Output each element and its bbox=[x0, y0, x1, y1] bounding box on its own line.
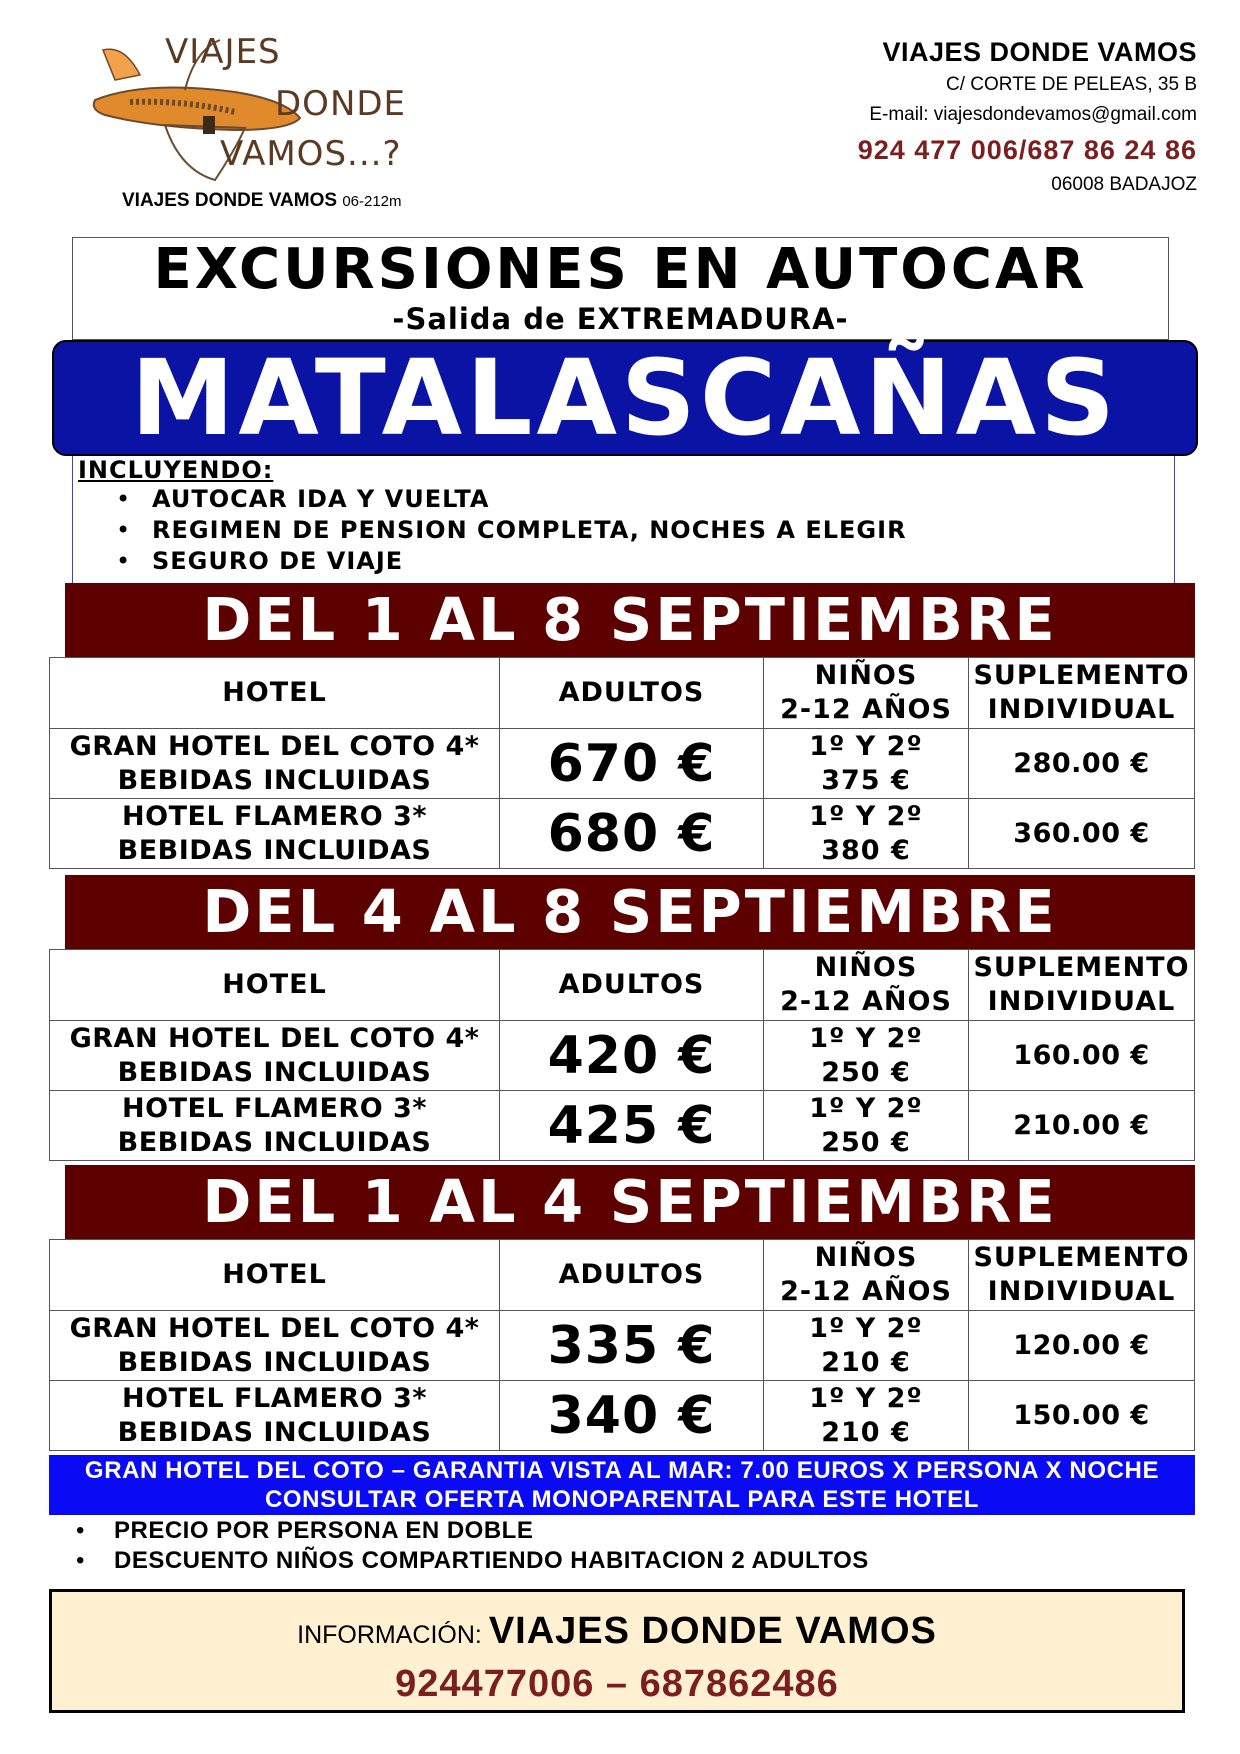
table-header-row bbox=[50, 658, 1195, 729]
logo-word-1: VIAJES bbox=[165, 32, 281, 72]
hotel-note: BEBIDAS INCLUIDAS bbox=[117, 764, 432, 796]
page-subtitle: -Salida de EXTREMADURA- bbox=[392, 302, 849, 336]
table-row bbox=[50, 1381, 1195, 1451]
kids-header-line1: NIÑOS bbox=[814, 1242, 918, 1273]
supplement-price: 120.00 € bbox=[969, 1311, 1195, 1381]
kids-price: 210 € bbox=[821, 1416, 911, 1448]
page-title: EXCURSIONES EN AUTOCAR bbox=[153, 237, 1088, 302]
supp-header-line1: SUPLEMENTO bbox=[973, 660, 1190, 691]
hotel-note: BEBIDAS INCLUIDAS bbox=[117, 834, 432, 866]
notes-list bbox=[70, 1516, 869, 1576]
hotel-name: HOTEL FLAMERO 3* bbox=[122, 1382, 427, 1414]
info-box bbox=[49, 1589, 1185, 1713]
kids-cell bbox=[764, 729, 969, 799]
kids-cell bbox=[764, 1021, 969, 1091]
kids-cell bbox=[764, 1381, 969, 1451]
col-header-hotel: HOTEL bbox=[50, 950, 500, 1021]
supplement-price: 280.00 € bbox=[969, 729, 1195, 799]
hotel-cell bbox=[50, 1311, 500, 1381]
kids-label: 1º Y 2º bbox=[809, 730, 923, 762]
logo-word-3: VAMOS...? bbox=[220, 134, 402, 174]
adult-price: 680 € bbox=[500, 799, 764, 869]
table-header-row bbox=[50, 950, 1195, 1021]
kids-price: 250 € bbox=[821, 1056, 911, 1088]
notice-line-1: GRAN HOTEL DEL COTO – GARANTIA VISTA AL MAR: 7.00 EUROS X PERSONA X NOCHE bbox=[84, 1457, 1160, 1484]
kids-price: 375 € bbox=[821, 764, 911, 796]
hotel-name: GRAN HOTEL DEL COTO 4* bbox=[69, 730, 480, 762]
hotel-cell bbox=[50, 1381, 500, 1451]
kids-price: 250 € bbox=[821, 1126, 911, 1158]
table-row bbox=[50, 1021, 1195, 1091]
supp-header-line2: INDIVIDUAL bbox=[987, 986, 1176, 1017]
kids-label: 1º Y 2º bbox=[809, 1312, 923, 1344]
col-header-kids bbox=[764, 658, 969, 729]
kids-cell bbox=[764, 1091, 969, 1161]
supplement-price: 210.00 € bbox=[969, 1091, 1195, 1161]
col-header-supplement bbox=[969, 1240, 1195, 1311]
company-logo bbox=[85, 30, 465, 220]
contact-phones[interactable]: 924 477 006/687 86 24 86 bbox=[857, 135, 1197, 165]
kids-price: 380 € bbox=[821, 834, 911, 866]
hotel-cell bbox=[50, 1021, 500, 1091]
kids-header-line2: 2-12 AÑOS bbox=[780, 986, 952, 1017]
kids-label: 1º Y 2º bbox=[809, 800, 923, 832]
kids-header-line1: NIÑOS bbox=[814, 952, 918, 983]
hotel-name: GRAN HOTEL DEL COTO 4* bbox=[69, 1022, 480, 1054]
supp-header-line1: SUPLEMENTO bbox=[973, 1242, 1190, 1273]
notice-line-2: CONSULTAR OFERTA MONOPARENTAL PARA ESTE HOTEL bbox=[264, 1486, 980, 1513]
contact-address: C/ CORTE DE PELEAS, 35 B bbox=[946, 74, 1197, 95]
table-row bbox=[50, 1311, 1195, 1381]
table-row bbox=[50, 1091, 1195, 1161]
kids-label: 1º Y 2º bbox=[809, 1092, 923, 1124]
includes-section bbox=[72, 456, 1175, 583]
col-header-adults: ADULTOS bbox=[500, 950, 764, 1021]
contact-company: VIAJES DONDE VAMOS bbox=[882, 37, 1197, 67]
list-item: • PRECIO POR PERSONA EN DOBLE bbox=[70, 1516, 869, 1546]
period-band-3: DEL 1 AL 4 SEPTIEMBRE bbox=[65, 1165, 1195, 1239]
price-table-2 bbox=[49, 949, 1195, 1161]
kids-price: 210 € bbox=[821, 1346, 911, 1378]
logo-word-2: DONDE bbox=[275, 84, 407, 124]
hotel-cell bbox=[50, 799, 500, 869]
info-label: INFORMACIÓN: bbox=[297, 1621, 489, 1649]
supp-header-line2: INDIVIDUAL bbox=[987, 694, 1176, 725]
hotel-note: BEBIDAS INCLUIDAS bbox=[117, 1346, 432, 1378]
notice-banner bbox=[49, 1455, 1195, 1515]
adult-price: 335 € bbox=[500, 1311, 764, 1381]
list-item: • AUTOCAR IDA Y VUELTA bbox=[152, 484, 1174, 515]
kids-header-line2: 2-12 AÑOS bbox=[780, 1276, 952, 1307]
adult-price: 340 € bbox=[500, 1381, 764, 1451]
supp-header-line1: SUPLEMENTO bbox=[973, 952, 1190, 983]
supplement-price: 360.00 € bbox=[969, 799, 1195, 869]
kids-header-line1: NIÑOS bbox=[814, 660, 918, 691]
kids-cell bbox=[764, 1311, 969, 1381]
hotel-cell bbox=[50, 729, 500, 799]
info-phones[interactable]: 924477006 – 687862486 bbox=[395, 1663, 839, 1705]
hotel-cell bbox=[50, 1091, 500, 1161]
col-header-kids bbox=[764, 950, 969, 1021]
kids-label: 1º Y 2º bbox=[809, 1022, 923, 1054]
contact-city: 06008 BADAJOZ bbox=[1051, 174, 1197, 195]
hotel-name: HOTEL FLAMERO 3* bbox=[122, 1092, 427, 1124]
notes-section bbox=[70, 1516, 869, 1576]
adult-price: 425 € bbox=[500, 1091, 764, 1161]
kids-cell bbox=[764, 799, 969, 869]
hotel-note: BEBIDAS INCLUIDAS bbox=[117, 1056, 432, 1088]
title-box bbox=[72, 237, 1169, 340]
col-header-hotel: HOTEL bbox=[50, 1240, 500, 1311]
kids-header-line2: 2-12 AÑOS bbox=[780, 694, 952, 725]
logo-caption bbox=[122, 190, 402, 212]
contact-block bbox=[858, 34, 1197, 200]
table-row bbox=[50, 799, 1195, 869]
info-line bbox=[52, 1608, 1182, 1662]
col-header-kids bbox=[764, 1240, 969, 1311]
adult-price: 420 € bbox=[500, 1021, 764, 1091]
supp-header-line2: INDIVIDUAL bbox=[987, 1276, 1176, 1307]
col-header-hotel: HOTEL bbox=[50, 658, 500, 729]
supplement-price: 160.00 € bbox=[969, 1021, 1195, 1091]
price-table-3 bbox=[49, 1239, 1195, 1451]
col-header-supplement bbox=[969, 950, 1195, 1021]
col-header-adults: ADULTOS bbox=[500, 1240, 764, 1311]
includes-list bbox=[78, 484, 1174, 577]
table-row bbox=[50, 729, 1195, 799]
logo-caption-code: 06-212m bbox=[342, 193, 402, 210]
supplement-price: 150.00 € bbox=[969, 1381, 1195, 1451]
info-company: VIAJES DONDE VAMOS bbox=[488, 1610, 937, 1652]
period-band-1: DEL 1 AL 8 SEPTIEMBRE bbox=[65, 583, 1195, 657]
table-header-row bbox=[50, 1240, 1195, 1311]
list-item: • REGIMEN DE PENSION COMPLETA, NOCHES A ELEGIR bbox=[152, 515, 1174, 546]
hotel-name: HOTEL FLAMERO 3* bbox=[122, 800, 427, 832]
hotel-note: BEBIDAS INCLUIDAS bbox=[117, 1416, 432, 1448]
adult-price: 670 € bbox=[500, 729, 764, 799]
col-header-supplement bbox=[969, 658, 1195, 729]
list-item: • DESCUENTO NIÑOS COMPARTIENDO HABITACION 2 ADULTOS bbox=[70, 1546, 869, 1576]
hotel-note: BEBIDAS INCLUIDAS bbox=[117, 1126, 432, 1158]
hotel-name: GRAN HOTEL DEL COTO 4* bbox=[69, 1312, 480, 1344]
logo-caption-main: VIAJES DONDE VAMOS bbox=[122, 190, 338, 211]
period-band-2: DEL 4 AL 8 SEPTIEMBRE bbox=[65, 875, 1195, 949]
kids-label: 1º Y 2º bbox=[809, 1382, 923, 1414]
contact-email[interactable]: E-mail: viajesdondevamos@gmail.com bbox=[869, 104, 1197, 125]
list-item: • SEGURO DE VIAJE bbox=[152, 546, 1174, 577]
col-header-adults: ADULTOS bbox=[500, 658, 764, 729]
includes-heading: INCLUYENDO: bbox=[78, 456, 274, 484]
price-table-1 bbox=[49, 657, 1195, 869]
destination-banner: MATALASCAÑAS bbox=[52, 340, 1198, 456]
